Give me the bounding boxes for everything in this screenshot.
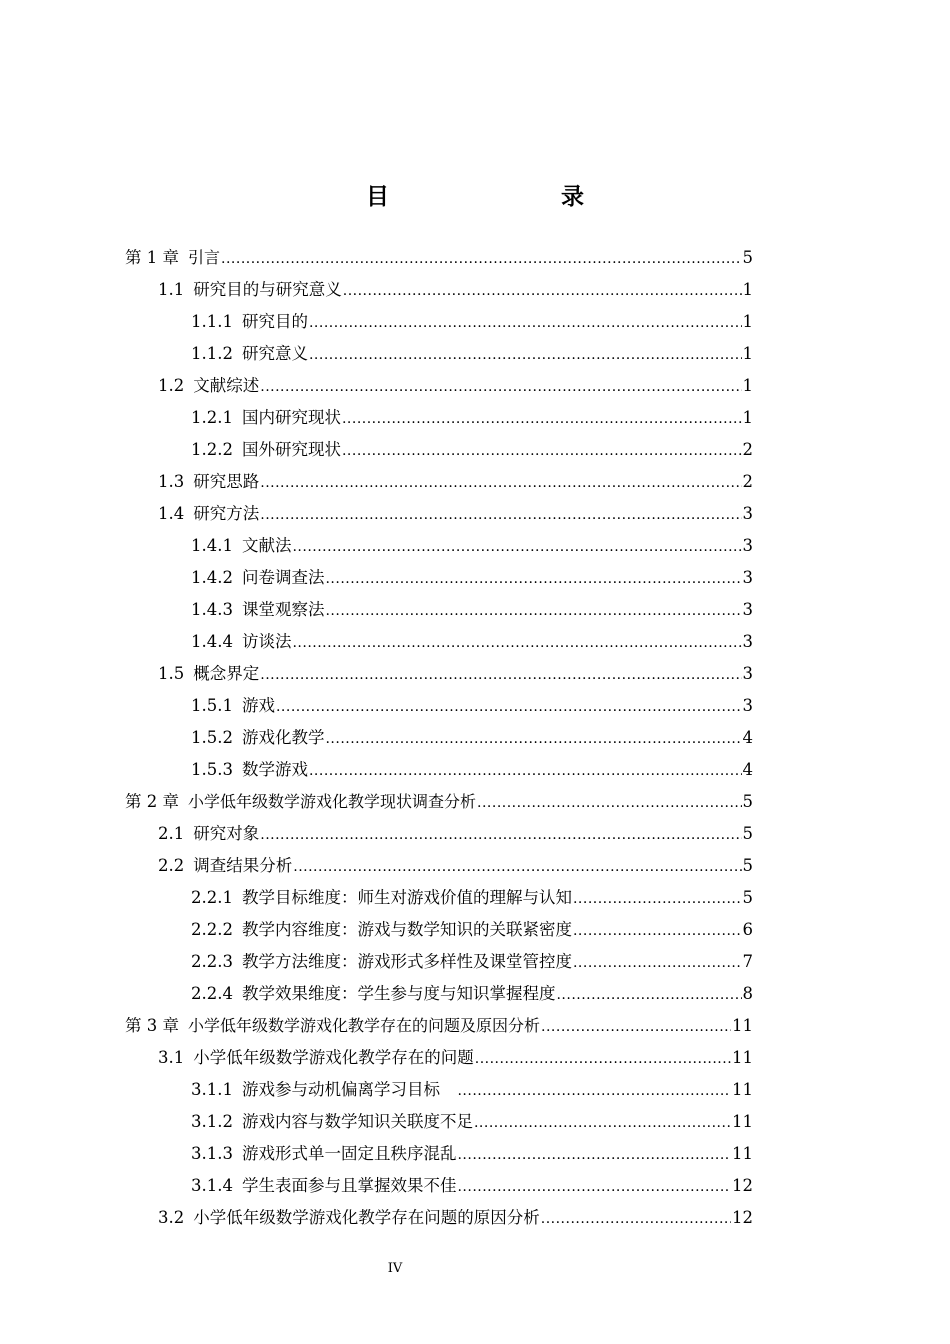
toc-entry[interactable]: [125, 1042, 753, 1074]
toc-dot-leader: [309, 307, 742, 339]
toc-entry-page: 5: [742, 248, 753, 267]
toc-dot-leader: [260, 659, 741, 691]
toc-entry-number: 2.2: [158, 856, 185, 875]
toc-entry-page: 3: [742, 504, 753, 523]
toc-entry[interactable]: [125, 274, 753, 306]
toc-dot-leader: [260, 819, 741, 851]
toc-dot-leader: [260, 499, 741, 531]
toc-entry[interactable]: [125, 754, 753, 786]
toc-entry-number: 1.4.3: [191, 600, 233, 619]
toc-entry-number: 2.2.2: [191, 920, 233, 939]
toc-entry-number: 3.1.2: [191, 1112, 233, 1131]
toc-entry-number: 第 2 章: [125, 792, 179, 811]
toc-entry-label: 游戏: [241, 696, 275, 715]
toc-entry-page: 4: [742, 728, 753, 747]
toc-entry-number: 1.1.2: [191, 344, 233, 363]
toc-entry-label: 游戏内容与数学知识关联度不足: [241, 1112, 473, 1131]
toc-entry-page: 5: [742, 888, 753, 907]
toc-entry[interactable]: [125, 498, 753, 530]
toc-dot-leader: [342, 435, 742, 467]
toc-entry-label: 文献法: [241, 536, 292, 555]
toc-dot-leader: [541, 1011, 731, 1043]
toc-entry-label: 小学低年级数学游戏化教学存在的问题: [193, 1048, 474, 1067]
toc-dot-leader: [260, 467, 741, 499]
toc-entry-number: 1.4.1: [191, 536, 233, 555]
toc-entry-number: 1.2: [158, 376, 185, 395]
toc-entry[interactable]: [125, 466, 753, 498]
toc-entry-page: 11: [732, 1080, 753, 1099]
toc-entry[interactable]: [125, 722, 753, 754]
toc-entry-page: 11: [732, 1016, 753, 1035]
toc-entry-number: 3.2: [158, 1208, 185, 1227]
toc-entry[interactable]: [125, 1074, 753, 1106]
toc-dot-leader: [325, 723, 741, 755]
toc-entry[interactable]: [125, 402, 753, 434]
toc-chapter-entry[interactable]: [125, 242, 753, 274]
toc-entry-page: 8: [742, 984, 753, 1003]
toc-entry-page: 5: [742, 792, 753, 811]
toc-entry-number: 3.1: [158, 1048, 185, 1067]
toc-entry-number: 1.5.2: [191, 728, 233, 747]
toc-entry-number: 1.5: [158, 664, 185, 683]
toc-entry[interactable]: [125, 818, 753, 850]
toc-entry[interactable]: [125, 978, 753, 1010]
toc-entry-page: 1: [742, 408, 753, 427]
toc-entry[interactable]: [125, 306, 753, 338]
toc-dot-leader: [325, 563, 741, 595]
page-number-footer: IV: [387, 1261, 403, 1276]
toc-chapter-entry[interactable]: [125, 1010, 753, 1042]
toc-dot-leader: [260, 371, 741, 403]
toc-entry[interactable]: [125, 1106, 753, 1138]
toc-entry-label: 游戏形式单一固定且秩序混乱: [241, 1144, 457, 1163]
toc-entry-number: 2.1: [158, 824, 185, 843]
table-of-contents: [125, 242, 753, 1234]
toc-entry-label: 研究目的: [241, 312, 308, 331]
toc-entry[interactable]: [125, 530, 753, 562]
toc-dot-leader: [309, 339, 742, 371]
toc-dot-leader: [474, 1107, 731, 1139]
toc-entry-number: 3.1.1: [191, 1080, 233, 1099]
toc-entry-number: 1.4.4: [191, 632, 233, 651]
toc-dot-leader: [457, 1171, 731, 1203]
toc-entry[interactable]: [125, 658, 753, 690]
toc-entry-page: 3: [742, 536, 753, 555]
toc-entry-page: 3: [742, 568, 753, 587]
toc-entry-label: 小学低年级数学游戏化教学现状调查分析: [188, 792, 477, 811]
toc-entry-number: 1.2.2: [191, 440, 233, 459]
toc-entry-label: 研究思路: [193, 472, 260, 491]
toc-dot-leader: [573, 883, 742, 915]
toc-entry-page: 3: [742, 664, 753, 683]
toc-entry-page: 2: [742, 440, 753, 459]
toc-entry-page: 1: [742, 376, 753, 395]
toc-entry[interactable]: [125, 562, 753, 594]
toc-entry-label: 引言: [188, 248, 221, 267]
toc-dot-leader: [541, 1203, 731, 1235]
toc-entry-number: 1.4.2: [191, 568, 233, 587]
toc-entry-page: 12: [732, 1208, 753, 1227]
toc-dot-leader: [292, 531, 741, 563]
toc-entry-number: 1.3: [158, 472, 185, 491]
toc-entry-label: 访谈法: [241, 632, 292, 651]
toc-chapter-entry[interactable]: [125, 786, 753, 818]
toc-entry-page: 12: [732, 1176, 753, 1195]
toc-entry-page: 1: [742, 344, 753, 363]
toc-entry-label: 教学方法维度：游戏形式多样性及课堂管控度: [241, 952, 572, 971]
toc-entry-label: 研究对象: [193, 824, 260, 843]
toc-entry-label: 概念界定: [193, 664, 260, 683]
toc-entry[interactable]: [125, 1202, 753, 1234]
toc-entry[interactable]: [125, 882, 753, 914]
toc-dot-leader: [477, 787, 741, 819]
toc-entry-number: 第 3 章: [125, 1016, 179, 1035]
toc-dot-leader: [309, 755, 742, 787]
toc-entry-label: 教学效果维度：学生参与度与知识掌握程度: [241, 984, 556, 1003]
toc-entry-page: 7: [742, 952, 753, 971]
toc-entry-label: 小学低年级数学游戏化教学存在的问题及原因分析: [188, 1016, 541, 1035]
toc-entry-page: 3: [742, 696, 753, 715]
toc-entry-number: 1.1.1: [191, 312, 233, 331]
toc-entry-label: 学生表面参与且掌握效果不佳: [241, 1176, 457, 1195]
toc-dot-leader: [556, 979, 741, 1011]
toc-entry-label: 国内研究现状: [241, 408, 341, 427]
toc-entry-number: 2.2.3: [191, 952, 233, 971]
toc-entry[interactable]: [125, 690, 753, 722]
toc-entry-page: 11: [732, 1048, 753, 1067]
toc-dot-leader: [343, 275, 742, 307]
toc-entry-page: 1: [742, 280, 753, 299]
toc-entry-number: 3.1.3: [191, 1144, 233, 1163]
toc-entry-number: 1.2.1: [191, 408, 233, 427]
toc-entry-page: 6: [742, 920, 753, 939]
toc-entry-label: 研究目的与研究意义: [193, 280, 342, 299]
toc-dot-leader: [457, 1075, 731, 1107]
toc-entry-page: 11: [732, 1112, 753, 1131]
toc-entry-label: 课堂观察法: [241, 600, 325, 619]
toc-entry[interactable]: [125, 914, 753, 946]
toc-entry[interactable]: [125, 1170, 753, 1202]
toc-entry-label: 教学内容维度：游戏与数学知识的关联紧密度: [241, 920, 572, 939]
toc-entry-label: 数学游戏: [241, 760, 308, 779]
toc-entry-number: 2.2.1: [191, 888, 233, 907]
toc-entry-number: 2.2.4: [191, 984, 233, 1003]
toc-dot-leader: [573, 947, 742, 979]
toc-entry-label: 问卷调查法: [241, 568, 325, 587]
toc-entry-number: 3.1.4: [191, 1176, 233, 1195]
toc-entry-page: 4: [742, 760, 753, 779]
toc-entry[interactable]: [125, 946, 753, 978]
toc-entry-number: 1.5.3: [191, 760, 233, 779]
toc-entry-number: 1.4: [158, 504, 185, 523]
toc-entry-label: 调查结果分析: [193, 856, 293, 875]
toc-entry-page: 3: [742, 600, 753, 619]
toc-entry-number: 1.5.1: [191, 696, 233, 715]
toc-dot-leader: [342, 403, 742, 435]
toc-dot-leader: [457, 1139, 731, 1171]
toc-entry-page: 11: [732, 1144, 753, 1163]
toc-entry-page: 3: [742, 632, 753, 651]
toc-entry-page: 2: [742, 472, 753, 491]
toc-entry[interactable]: [125, 594, 753, 626]
toc-entry-page: 5: [742, 824, 753, 843]
toc-entry[interactable]: [125, 850, 753, 882]
toc-dot-leader: [221, 243, 741, 275]
toc-entry-label: 教学目标维度：师生对游戏价值的理解与认知: [241, 888, 572, 907]
toc-title: 目 录: [366, 184, 626, 210]
toc-entry-label: 游戏参与动机偏离学习目标: [241, 1080, 457, 1099]
toc-dot-leader: [293, 851, 741, 883]
toc-entry-number: 第 1 章: [125, 248, 179, 267]
toc-entry[interactable]: [125, 434, 753, 466]
toc-dot-leader: [325, 595, 741, 627]
toc-entry[interactable]: [125, 626, 753, 658]
toc-entry[interactable]: [125, 338, 753, 370]
toc-entry-label: 游戏化教学: [241, 728, 325, 747]
toc-entry-label: 研究意义: [241, 344, 308, 363]
toc-entry-page: 5: [742, 856, 753, 875]
toc-entry-label: 国外研究现状: [241, 440, 341, 459]
toc-dot-leader: [573, 915, 742, 947]
toc-dot-leader: [292, 627, 741, 659]
toc-entry[interactable]: [125, 1138, 753, 1170]
toc-dot-leader: [276, 691, 742, 723]
toc-dot-leader: [475, 1043, 731, 1075]
toc-entry-label: 文献综述: [193, 376, 260, 395]
toc-entry-number: 1.1: [158, 280, 185, 299]
toc-entry-label: 小学低年级数学游戏化教学存在问题的原因分析: [193, 1208, 540, 1227]
toc-entry-page: 1: [742, 312, 753, 331]
toc-entry[interactable]: [125, 370, 753, 402]
toc-entry-label: 研究方法: [193, 504, 260, 523]
